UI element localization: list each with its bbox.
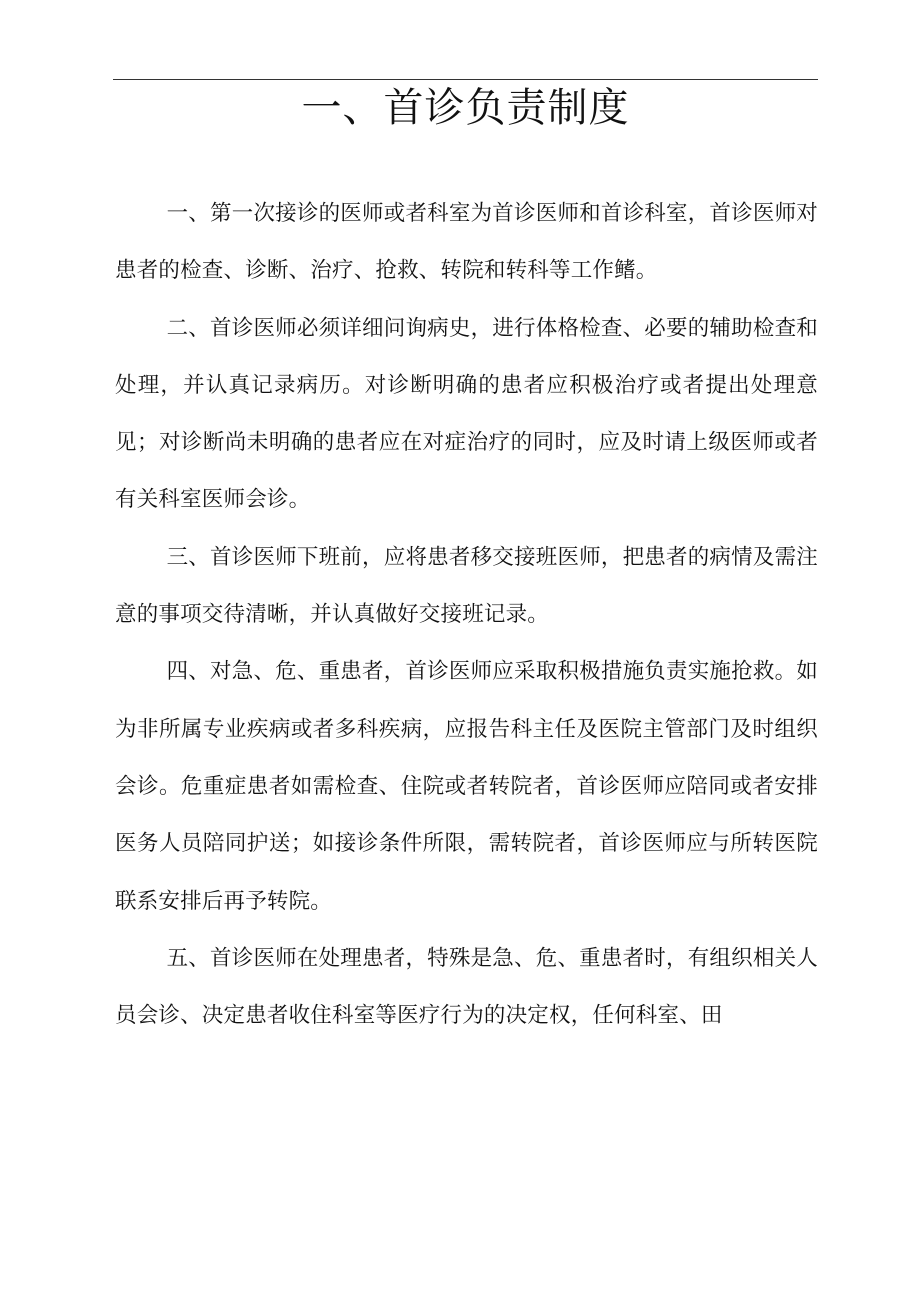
paragraph-5: 五、首诊医师在处理患者，特殊是急、危、重患者时，有组织相关人员会诊、决定患者收住科室等医疗行为的决定权，任何科室、田 (115, 945, 818, 1029)
paragraph-3: 三、首诊医师下班前，应将患者移交接班医师，把患者的病情及需注意的事项交待清晰，并认真做好交接班记录。 (115, 544, 818, 628)
paragraph-4: 四、对急、危、重患者，首诊医师应采取积极措施负责实施抢救。如为非所属专业疾病或者多科疾病，应报告科主任及医院主管部门及时组织会诊。危重症患者如需检查、住院或者转院者，首诊医师应陪同或者安排医务人员陪同护送；如接诊条件所限，需转院者，首诊医师应与所转医院联系安排后再予转院。 (115, 659, 818, 914)
header-rule (113, 79, 818, 80)
document-title: 一、首诊负责制度 (301, 85, 630, 131)
paragraph-2: 二、首诊医师必须详细问询病史，进行体格检查、必要的辅助检查和处理，并认真记录病历。对诊断明确的患者应积极治疗或者提出处理意见；对诊断尚未明确的患者应在对症治疗的同时，应及时请上级医师或者有关科室医师会诊。 (115, 315, 818, 513)
document-body (115, 185, 818, 1044)
paragraph-1: 一、第一次接诊的医师或者科室为首诊医师和首诊科室，首诊医师对患者的检查、诊断、治疗、抢救、转院和转科等工作鳍。 (115, 201, 818, 284)
